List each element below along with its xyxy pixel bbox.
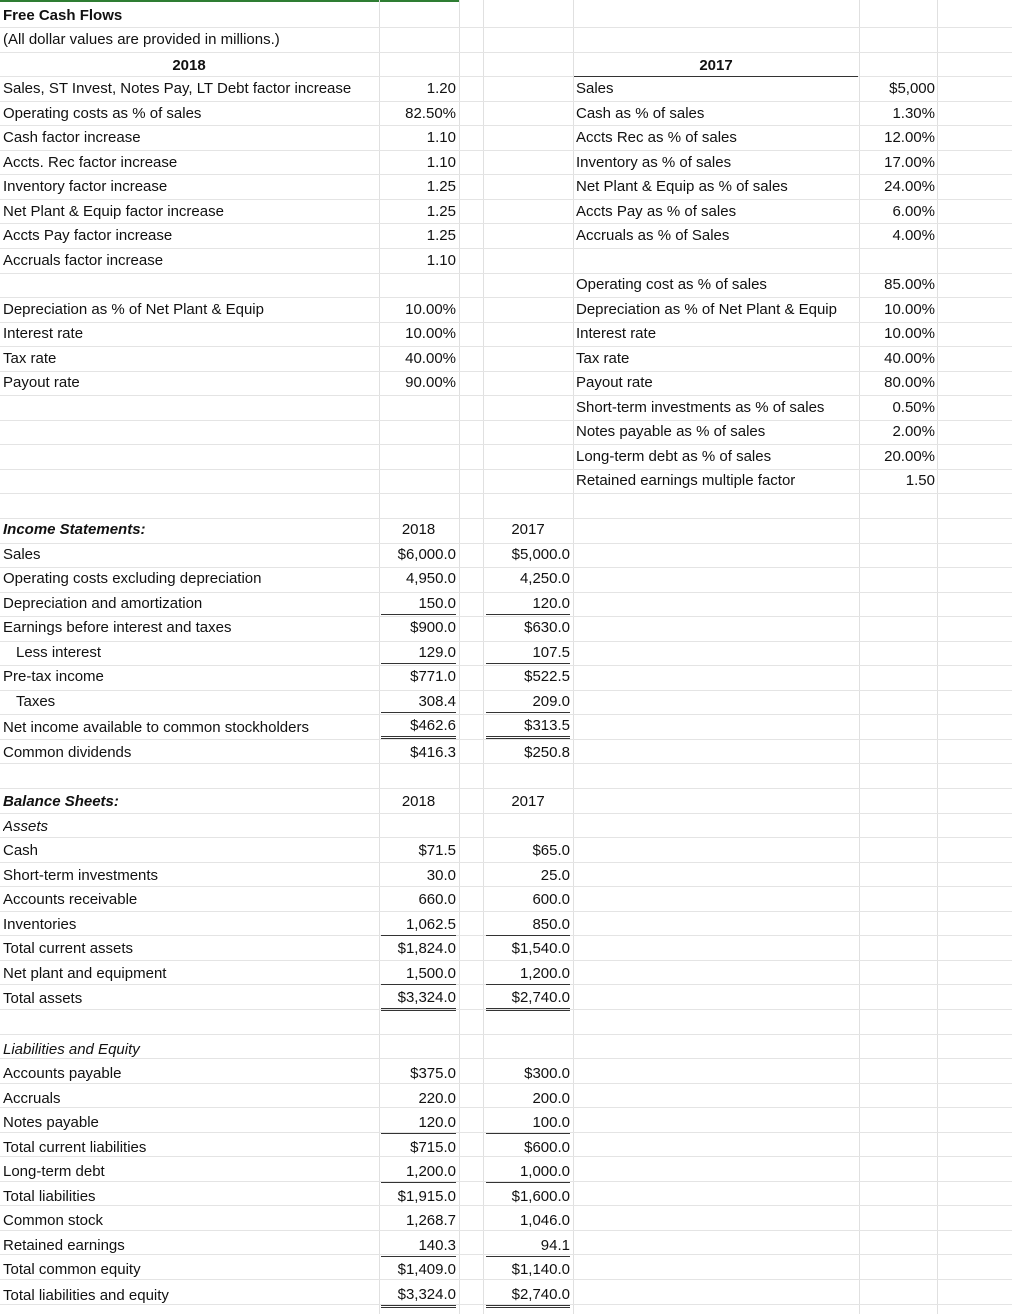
income-row-label[interactable]: Net income available to common stockholders <box>3 719 309 736</box>
liability-row-label[interactable]: Retained earnings <box>3 1237 125 1254</box>
assumption-value[interactable]: $5,000 <box>889 80 935 97</box>
income-value-2017[interactable]: 107.5 <box>486 643 570 664</box>
income-value-2017[interactable]: 120.0 <box>486 594 570 615</box>
assumption-value[interactable]: 6.00% <box>892 203 935 220</box>
row-divider <box>0 273 1012 274</box>
asset-value-2017[interactable]: 850.0 <box>486 915 570 936</box>
income-value-2018[interactable]: 4,950.0 <box>405 570 456 587</box>
liability-row-label[interactable]: Total liabilities <box>3 1188 96 1205</box>
asset-value-2017[interactable]: 1,200.0 <box>486 964 570 985</box>
assumptions-2017-header[interactable]: 2017 <box>574 56 858 77</box>
income-value-2018[interactable]: $6,000.0 <box>397 546 456 563</box>
row-divider <box>0 714 1012 715</box>
row-divider <box>0 199 1012 200</box>
liability-value-2017[interactable]: 94.1 <box>486 1236 570 1257</box>
assumption-label[interactable]: Depreciation as % of Net Plant & Equip <box>3 301 264 318</box>
assumption-label[interactable]: Net Plant & Equip factor increase <box>3 203 224 220</box>
liability-row-label[interactable]: Long-term debt <box>3 1163 105 1180</box>
row-divider <box>0 567 1012 568</box>
asset-value-2017[interactable]: $2,740.0 <box>486 988 570 1011</box>
assumption-value[interactable]: 1.10 <box>426 129 456 146</box>
assumption-label[interactable]: Notes payable as % of sales <box>576 423 766 440</box>
balance-col-2017[interactable]: 2017 <box>511 793 545 810</box>
assumption-value[interactable]: 1.50 <box>905 472 935 489</box>
assumption-value[interactable]: 40.00% <box>405 350 456 367</box>
income-col-2017[interactable]: 2017 <box>511 521 545 538</box>
liability-value-2017[interactable]: 1,000.0 <box>486 1162 570 1183</box>
liability-value-2018[interactable]: $3,324.0 <box>381 1285 456 1308</box>
row-divider <box>0 248 1012 249</box>
assumption-label[interactable]: Payout rate <box>3 374 80 391</box>
assumption-value[interactable]: 1.25 <box>426 178 456 195</box>
liability-value-2018[interactable]: $715.0 <box>410 1139 456 1156</box>
column-divider <box>459 0 460 1314</box>
row-divider <box>0 1034 1012 1035</box>
assumption-value[interactable]: 1.10 <box>426 252 456 269</box>
liability-value-2018[interactable]: $1,409.0 <box>397 1261 456 1278</box>
income-value-2017[interactable]: $630.0 <box>524 619 570 636</box>
liability-value-2017[interactable]: 1,046.0 <box>519 1212 570 1229</box>
liability-row-label[interactable]: Accounts payable <box>3 1065 122 1082</box>
assumption-value[interactable]: 80.00% <box>884 374 935 391</box>
sheet-subtitle[interactable]: (All dollar values are provided in millions.) <box>3 31 280 48</box>
income-value-2018[interactable]: 129.0 <box>381 643 456 664</box>
assumption-value[interactable]: 17.00% <box>884 154 935 171</box>
column-divider <box>859 0 860 1314</box>
asset-row-label[interactable]: Total assets <box>3 990 83 1007</box>
row-divider <box>0 763 1012 764</box>
row-divider <box>0 493 1012 494</box>
assumption-label[interactable]: Operating cost as % of sales <box>576 276 767 293</box>
asset-row-label[interactable]: Accounts receivable <box>3 891 138 908</box>
assumption-value[interactable]: 1.10 <box>426 154 456 171</box>
assumption-label[interactable]: Accts. Rec factor increase <box>3 154 178 171</box>
assumption-label[interactable]: Interest rate <box>576 325 657 342</box>
column-divider <box>573 0 574 1314</box>
asset-value-2018[interactable]: $3,324.0 <box>381 988 456 1011</box>
asset-value-2018[interactable]: 1,500.0 <box>381 964 456 985</box>
liability-value-2017[interactable]: $1,600.0 <box>511 1188 570 1205</box>
row-divider <box>0 27 1012 28</box>
assumption-label[interactable]: Sales <box>576 80 614 97</box>
row-divider <box>0 592 1012 593</box>
row-divider <box>0 322 1012 323</box>
income-row-label[interactable]: Operating costs excluding depreciation <box>3 570 262 587</box>
asset-value-2017[interactable]: 25.0 <box>540 867 570 884</box>
liability-value-2018[interactable]: 120.0 <box>381 1113 456 1134</box>
asset-value-2018[interactable]: 660.0 <box>418 891 456 908</box>
liability-value-2018[interactable]: $375.0 <box>410 1065 456 1082</box>
asset-row-label[interactable]: Inventories <box>3 916 77 933</box>
income-row-label[interactable]: Sales <box>3 546 41 563</box>
liability-value-2018[interactable]: 1,268.7 <box>405 1212 456 1229</box>
row-divider <box>0 518 1012 519</box>
income-row-label[interactable]: Earnings before interest and taxes <box>3 619 232 636</box>
income-value-2017[interactable]: $522.5 <box>524 668 570 685</box>
assumption-value[interactable]: 1.20 <box>426 80 456 97</box>
income-value-2018[interactable]: $771.0 <box>410 668 456 685</box>
assumption-label[interactable]: Accruals as % of Sales <box>576 227 730 244</box>
sheet-title[interactable]: Free Cash Flows <box>3 7 123 24</box>
asset-row-label[interactable]: Cash <box>3 842 39 859</box>
assumption-value[interactable]: 82.50% <box>405 105 456 122</box>
row-divider <box>0 395 1012 396</box>
income-value-2018[interactable]: 150.0 <box>381 594 456 615</box>
row-divider <box>0 788 1012 789</box>
balance-heading[interactable]: Balance Sheets: <box>3 793 119 810</box>
liability-row-label[interactable]: Accruals <box>3 1090 61 1107</box>
income-row-label[interactable]: Depreciation and amortization <box>3 595 203 612</box>
income-row-label[interactable]: Taxes <box>16 693 56 710</box>
row-divider <box>0 223 1012 224</box>
column-divider <box>379 0 380 1314</box>
liability-value-2017[interactable]: 100.0 <box>486 1113 570 1134</box>
row-divider <box>0 52 1012 53</box>
row-divider <box>0 150 1012 151</box>
row-divider <box>0 739 1012 740</box>
row-divider <box>0 837 1012 838</box>
income-value-2018[interactable]: $416.3 <box>410 744 456 761</box>
assumption-label[interactable]: Cash as % of sales <box>576 105 705 122</box>
income-row-label[interactable]: Common dividends <box>3 744 132 761</box>
row-divider <box>0 690 1012 691</box>
row-divider <box>0 297 1012 298</box>
row-divider <box>0 174 1012 175</box>
assumption-value[interactable]: 0.50% <box>892 399 935 416</box>
income-value-2017[interactable]: 209.0 <box>486 692 570 713</box>
row-divider <box>0 616 1012 617</box>
liability-value-2017[interactable]: $300.0 <box>524 1065 570 1082</box>
assumption-value[interactable]: 10.00% <box>405 325 456 342</box>
assumption-label[interactable]: Accts Pay factor increase <box>3 227 173 244</box>
row-divider <box>0 665 1012 666</box>
assumption-label[interactable]: Long-term debt as % of sales <box>576 448 772 465</box>
assumption-label[interactable]: Short-term investments as % of sales <box>576 399 825 416</box>
assumption-label[interactable]: Payout rate <box>576 374 653 391</box>
assumption-value[interactable]: 1.30% <box>892 105 935 122</box>
asset-row-label[interactable]: Total current assets <box>3 940 134 957</box>
row-divider <box>0 346 1012 347</box>
assumption-label[interactable]: Accts Rec as % of sales <box>576 129 737 146</box>
row-divider <box>0 76 1012 77</box>
balance-col-2018[interactable]: 2018 <box>401 793 436 810</box>
income-heading[interactable]: Income Statements: <box>3 521 146 538</box>
assumption-label[interactable]: Cash factor increase <box>3 129 141 146</box>
row-divider <box>0 371 1012 372</box>
asset-value-2017[interactable]: $1,540.0 <box>511 940 570 957</box>
liability-row-label[interactable]: Total liabilities and equity <box>3 1287 169 1304</box>
asset-row-label[interactable]: Net plant and equipment <box>3 965 167 982</box>
row-divider <box>0 444 1012 445</box>
row-divider <box>0 641 1012 642</box>
assumption-value[interactable]: 2.00% <box>892 423 935 440</box>
assumption-label[interactable]: Interest rate <box>3 325 84 342</box>
active-cell-indicator <box>0 0 460 2</box>
row-divider <box>0 862 1012 863</box>
income-value-2018[interactable]: 308.4 <box>381 692 456 713</box>
assumption-label[interactable]: Net Plant & Equip as % of sales <box>576 178 788 195</box>
row-divider <box>0 911 1012 912</box>
asset-value-2017[interactable]: 600.0 <box>532 891 570 908</box>
row-divider <box>0 125 1012 126</box>
assumption-value[interactable]: 10.00% <box>884 325 935 342</box>
income-value-2017[interactable]: $5,000.0 <box>511 546 570 563</box>
asset-value-2018[interactable]: $71.5 <box>418 842 456 859</box>
row-divider <box>0 469 1012 470</box>
assumption-value[interactable]: 20.00% <box>884 448 935 465</box>
column-divider <box>937 0 938 1314</box>
row-divider <box>0 886 1012 887</box>
assumption-label[interactable]: Depreciation as % of Net Plant & Equip <box>576 301 837 318</box>
liability-value-2018[interactable]: $1,915.0 <box>397 1188 456 1205</box>
asset-value-2018[interactable]: 30.0 <box>426 867 456 884</box>
liability-value-2018[interactable]: 1,200.0 <box>381 1162 456 1183</box>
income-value-2017[interactable]: $250.8 <box>524 744 570 761</box>
assets-heading[interactable]: Assets <box>3 818 49 835</box>
assumption-label[interactable]: Sales, ST Invest, Notes Pay, LT Debt factor increase <box>3 80 352 97</box>
liability-row-label[interactable]: Notes payable <box>3 1114 99 1131</box>
assumption-value[interactable]: 1.25 <box>426 203 456 220</box>
row-divider <box>0 960 1012 961</box>
row-divider <box>0 813 1012 814</box>
assumption-value[interactable]: 12.00% <box>884 129 935 146</box>
assumption-label[interactable]: Retained earnings multiple factor <box>576 472 796 489</box>
income-value-2017[interactable]: $313.5 <box>486 716 570 739</box>
liabilities-heading[interactable]: Liabilities and Equity <box>3 1041 140 1058</box>
asset-row-label[interactable]: Short-term investments <box>3 867 159 884</box>
column-divider <box>483 0 484 1314</box>
asset-value-2017[interactable]: $65.0 <box>532 842 570 859</box>
row-divider <box>0 101 1012 102</box>
asset-value-2018[interactable]: 1,062.5 <box>381 915 456 936</box>
assumption-label[interactable]: Inventory as % of sales <box>576 154 732 171</box>
assumption-label[interactable]: Tax rate <box>576 350 630 367</box>
assumptions-2018-header[interactable]: 2018 <box>172 57 206 74</box>
assumption-value[interactable]: 24.00% <box>884 178 935 195</box>
assumption-label[interactable]: Tax rate <box>3 350 57 367</box>
assumption-label[interactable]: Accruals factor increase <box>3 252 164 269</box>
income-value-2018[interactable]: $462.6 <box>381 716 456 739</box>
assumption-value[interactable]: 85.00% <box>884 276 935 293</box>
assumption-label[interactable]: Operating costs as % of sales <box>3 105 202 122</box>
liability-value-2018[interactable]: 140.3 <box>381 1236 456 1257</box>
liability-value-2018[interactable]: 220.0 <box>418 1090 456 1107</box>
assumption-value[interactable]: 10.00% <box>405 301 456 318</box>
assumption-label[interactable]: Inventory factor increase <box>3 178 168 195</box>
liability-row-label[interactable]: Common stock <box>3 1212 104 1229</box>
assumption-value[interactable]: 10.00% <box>884 301 935 318</box>
income-value-2017[interactable]: 4,250.0 <box>519 570 570 587</box>
row-divider <box>0 543 1012 544</box>
assumption-value[interactable]: 4.00% <box>892 227 935 244</box>
row-divider <box>0 420 1012 421</box>
liability-value-2017[interactable]: $1,140.0 <box>511 1261 570 1278</box>
assumption-value[interactable]: 40.00% <box>884 350 935 367</box>
income-row-label[interactable]: Less interest <box>16 644 102 661</box>
liability-value-2017[interactable]: $2,740.0 <box>486 1285 570 1308</box>
liability-row-label[interactable]: Total current liabilities <box>3 1139 147 1156</box>
liability-value-2017[interactable]: $600.0 <box>524 1139 570 1156</box>
income-col-2018[interactable]: 2018 <box>401 521 436 538</box>
income-row-label[interactable]: Pre-tax income <box>3 668 104 685</box>
asset-value-2018[interactable]: $1,824.0 <box>397 940 456 957</box>
income-value-2018[interactable]: $900.0 <box>410 619 456 636</box>
assumption-value[interactable]: 1.25 <box>426 227 456 244</box>
assumption-value[interactable]: 90.00% <box>405 374 456 391</box>
assumption-label[interactable]: Accts Pay as % of sales <box>576 203 737 220</box>
liability-value-2017[interactable]: 200.0 <box>532 1090 570 1107</box>
liability-row-label[interactable]: Total common equity <box>3 1261 141 1278</box>
